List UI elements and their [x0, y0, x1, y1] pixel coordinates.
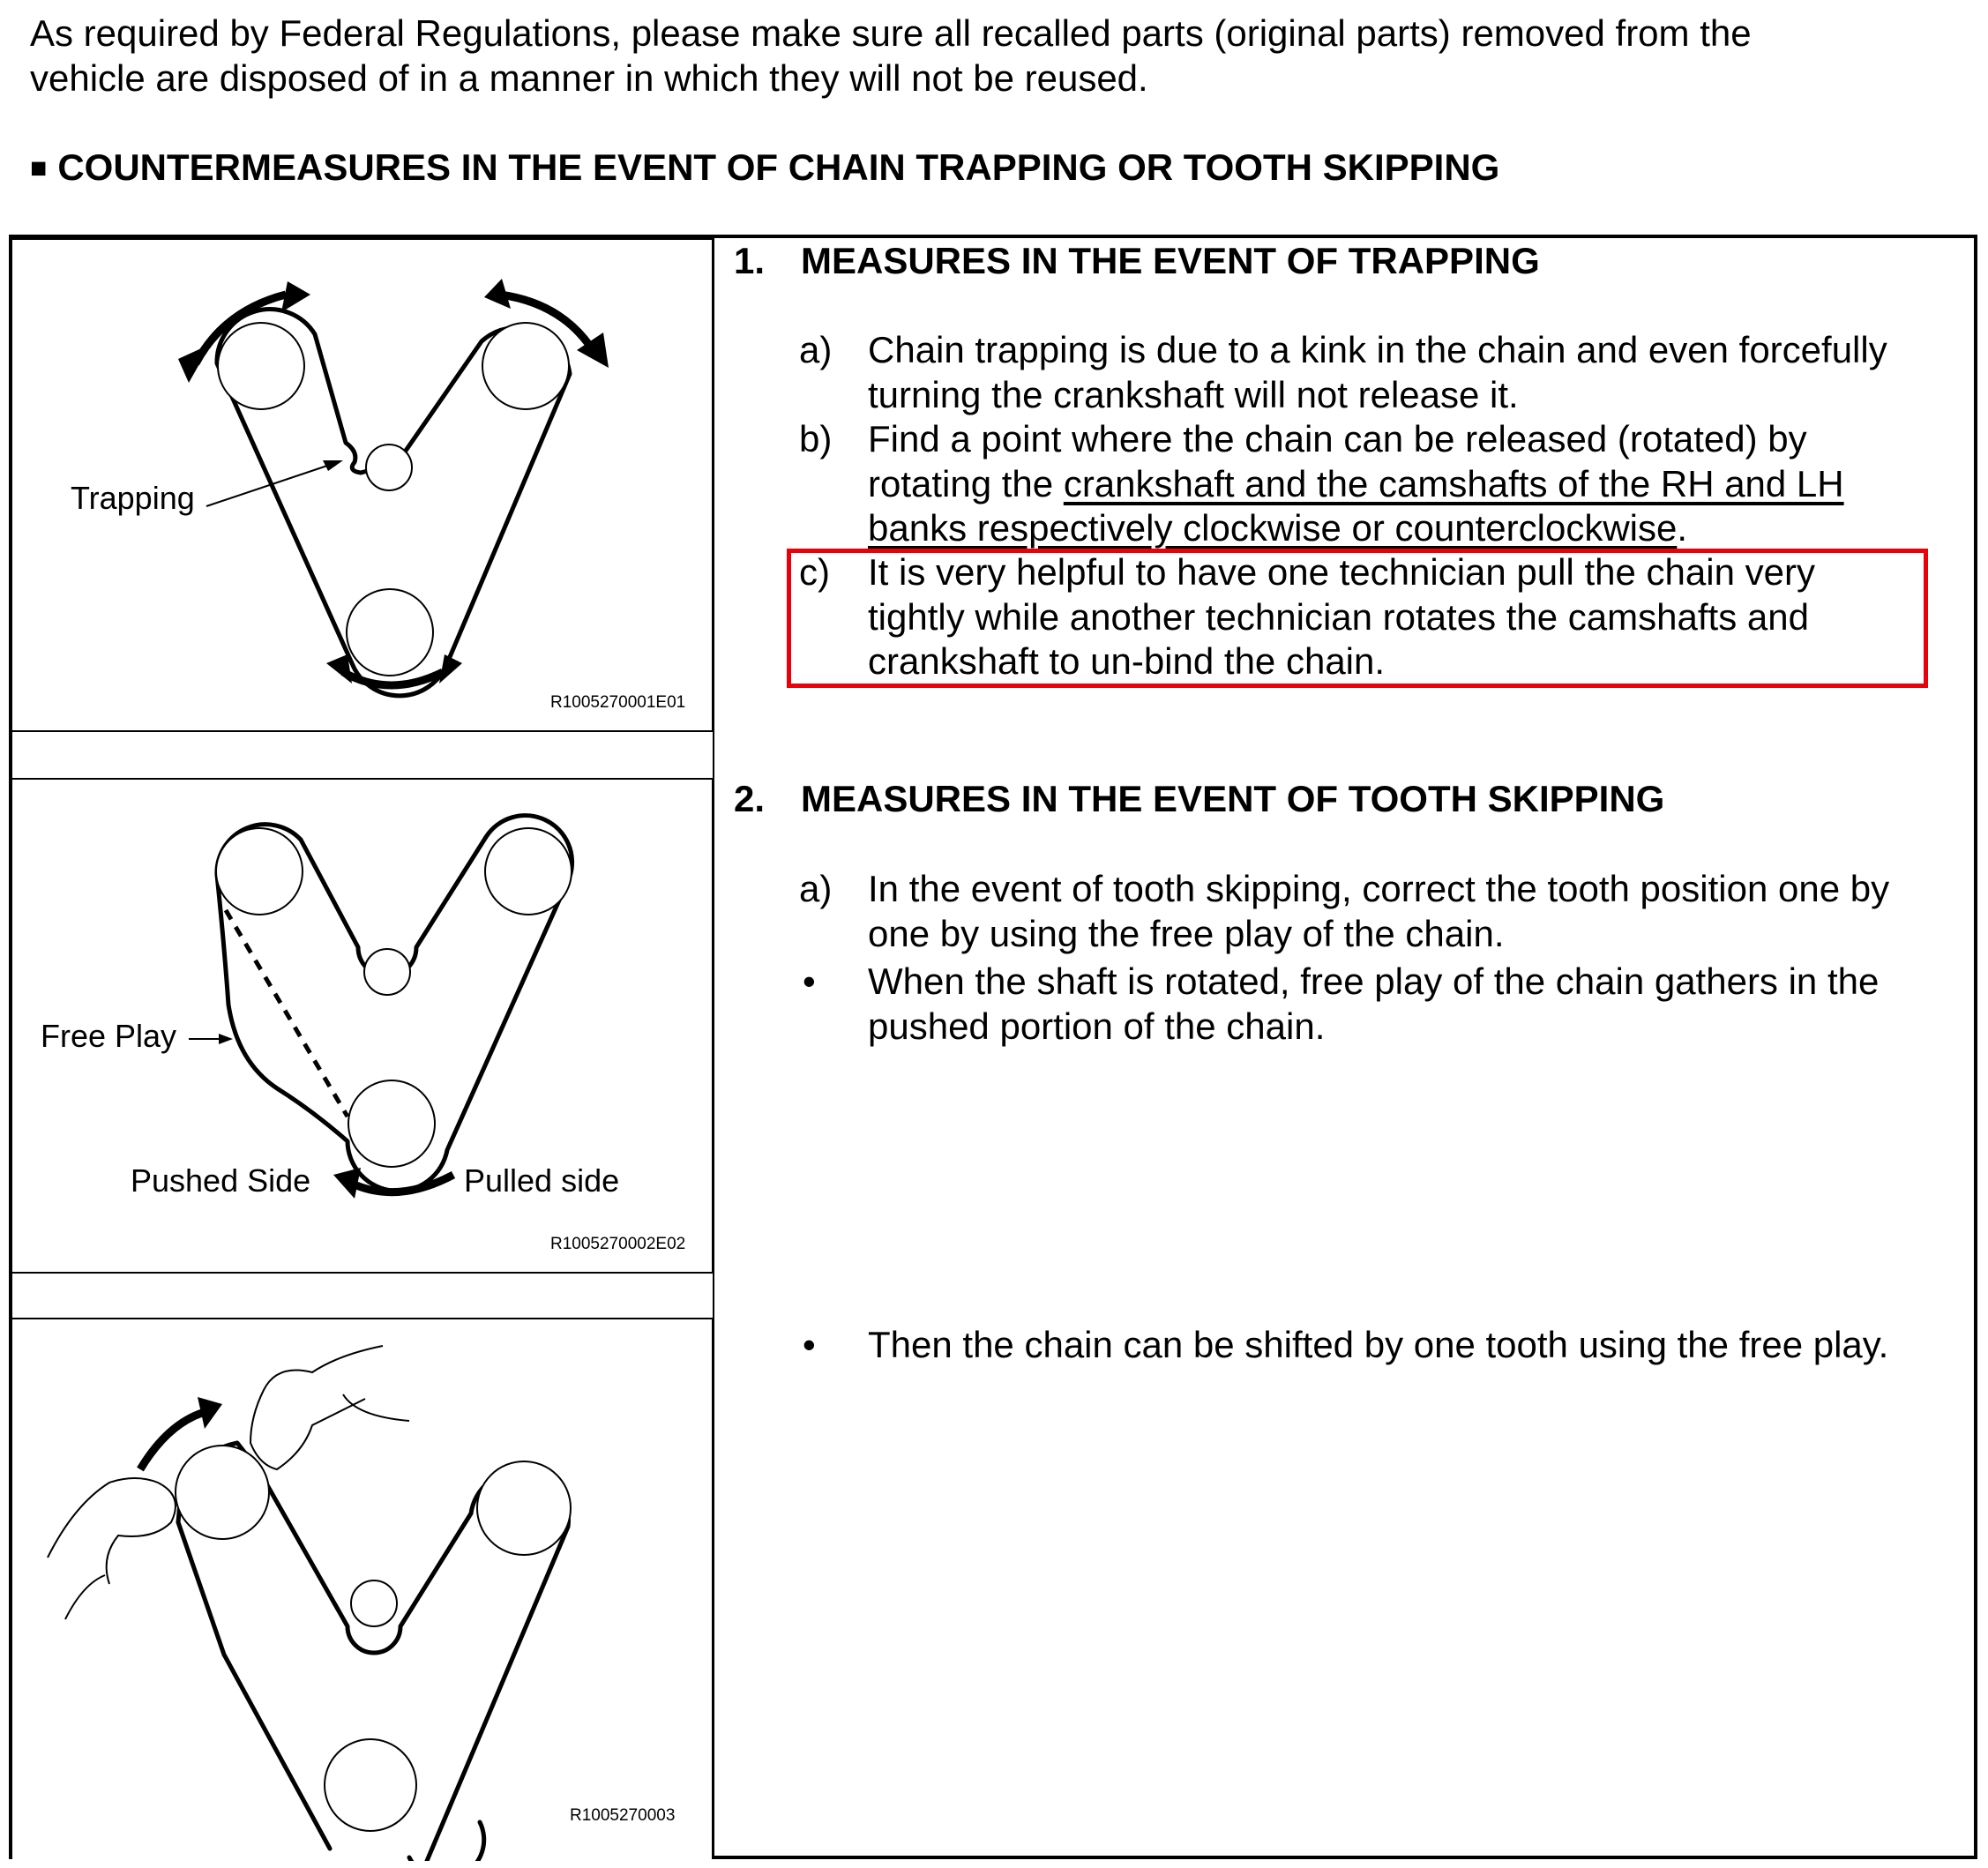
square-bullet-icon: ■	[30, 152, 48, 183]
item-b-line-1: Find a point where the chain can be released (rotated) by	[868, 418, 1807, 460]
bullet-icon: •	[803, 1324, 816, 1365]
left-camshaft-sprocket	[176, 1446, 269, 1539]
pushed-side-label: Pushed Side	[131, 1162, 311, 1199]
heading-text: COUNTERMEASURES IN THE EVENT OF CHAIN TRAPPING OR TOOTH SKIPPING	[57, 146, 1500, 188]
item-marker: a)	[799, 868, 833, 909]
figure-trapping	[12, 238, 714, 732]
shift-tooth-diagram	[12, 1319, 714, 1861]
right-camshaft-sprocket	[477, 1461, 571, 1555]
crankshaft-sprocket	[347, 589, 433, 676]
bullet-1-line-2: pushed portion of the chain.	[868, 1005, 1326, 1047]
left-camshaft-sprocket	[216, 828, 303, 915]
intro-line-2: vehicle are disposed of in a manner in which they will not be reused.	[30, 57, 1148, 99]
idler-sprocket	[351, 1580, 397, 1626]
section-1-title-text: MEASURES IN THE EVENT OF TRAPPING	[801, 240, 1540, 281]
section-2-title-text: MEASURES IN THE EVENT OF TOOTH SKIPPING	[801, 778, 1665, 819]
item-b-line-2-pre: rotating the	[868, 462, 1064, 504]
highlight-box	[787, 549, 1928, 688]
section-1-item-b	[799, 417, 1946, 551]
bullet-2-line-1: Then the chain can be shifted by one tooth using the free play.	[868, 1324, 1889, 1365]
item-marker: b)	[799, 418, 833, 460]
item-marker: c)	[799, 551, 830, 593]
section-1-item-a	[799, 328, 1946, 417]
section-2-bullet-2	[799, 1323, 1946, 1368]
right-camshaft-sprocket	[485, 828, 572, 915]
crankshaft-sprocket	[325, 1739, 416, 1831]
intro-paragraph	[30, 11, 1953, 101]
bullet-1-line-1: When the shaft is rotated, free play of the chain gathers in the	[868, 960, 1880, 1002]
item-c-line-2: tightly while another technician rotates the camshafts and	[868, 595, 1809, 638]
figure-id-3: R1005270003	[570, 1806, 676, 1825]
pulled-side-label: Pulled side	[464, 1162, 620, 1199]
crankshaft-sprocket	[348, 1080, 435, 1167]
item-marker: a)	[799, 329, 833, 370]
item-b-line-3-post: .	[1677, 507, 1688, 549]
item-a-line-2: one by using the free play of the chain.	[868, 912, 1505, 954]
figure-id-2: R1005270002E02	[550, 1235, 686, 1253]
section-1-number: 1.	[734, 240, 766, 281]
item-a-line-1: In the event of tooth skipping, correct the tooth position one by	[868, 868, 1890, 909]
item-c-line-3: crankshaft to un-bind the chain.	[868, 640, 1386, 682]
item-c-line-1: It is very helpful to have one technician pull the chain very	[868, 551, 1815, 593]
left-camshaft-sprocket	[218, 323, 304, 409]
bullet-icon: •	[803, 960, 816, 1002]
item-a-line-1: Chain trapping is due to a kink in the chain and even forcefully	[868, 329, 1887, 370]
section-2-title	[734, 776, 1664, 822]
item-b-line-3-underlined: banks respectively clockwise or counterclockwise	[868, 507, 1678, 549]
figure-tooth-skipping	[12, 778, 714, 1274]
section-1-title	[734, 238, 1540, 284]
item-b-line-2-underlined: crankshaft and the camshafts of the RH and LH	[1063, 462, 1844, 504]
section-2-bullet-1	[799, 960, 1946, 1049]
intro-line-1: As required by Federal Regulations, please make sure all recalled parts (original parts) removed from the	[30, 12, 1752, 54]
item-a-line-2: turning the crankshaft will not release it.	[868, 373, 1519, 415]
right-camshaft-sprocket	[482, 323, 569, 409]
free-play-label: Free Play	[41, 1018, 177, 1054]
figure-shift-tooth	[12, 1318, 714, 1859]
idler-sprocket	[366, 445, 412, 490]
section-2-item-a	[799, 867, 1946, 956]
page-heading	[30, 145, 1499, 193]
trapping-label: Trapping	[71, 480, 195, 516]
figure-id-1: R1005270001E01	[550, 693, 686, 712]
idler-sprocket	[364, 949, 410, 995]
section-2-number: 2.	[734, 778, 766, 819]
